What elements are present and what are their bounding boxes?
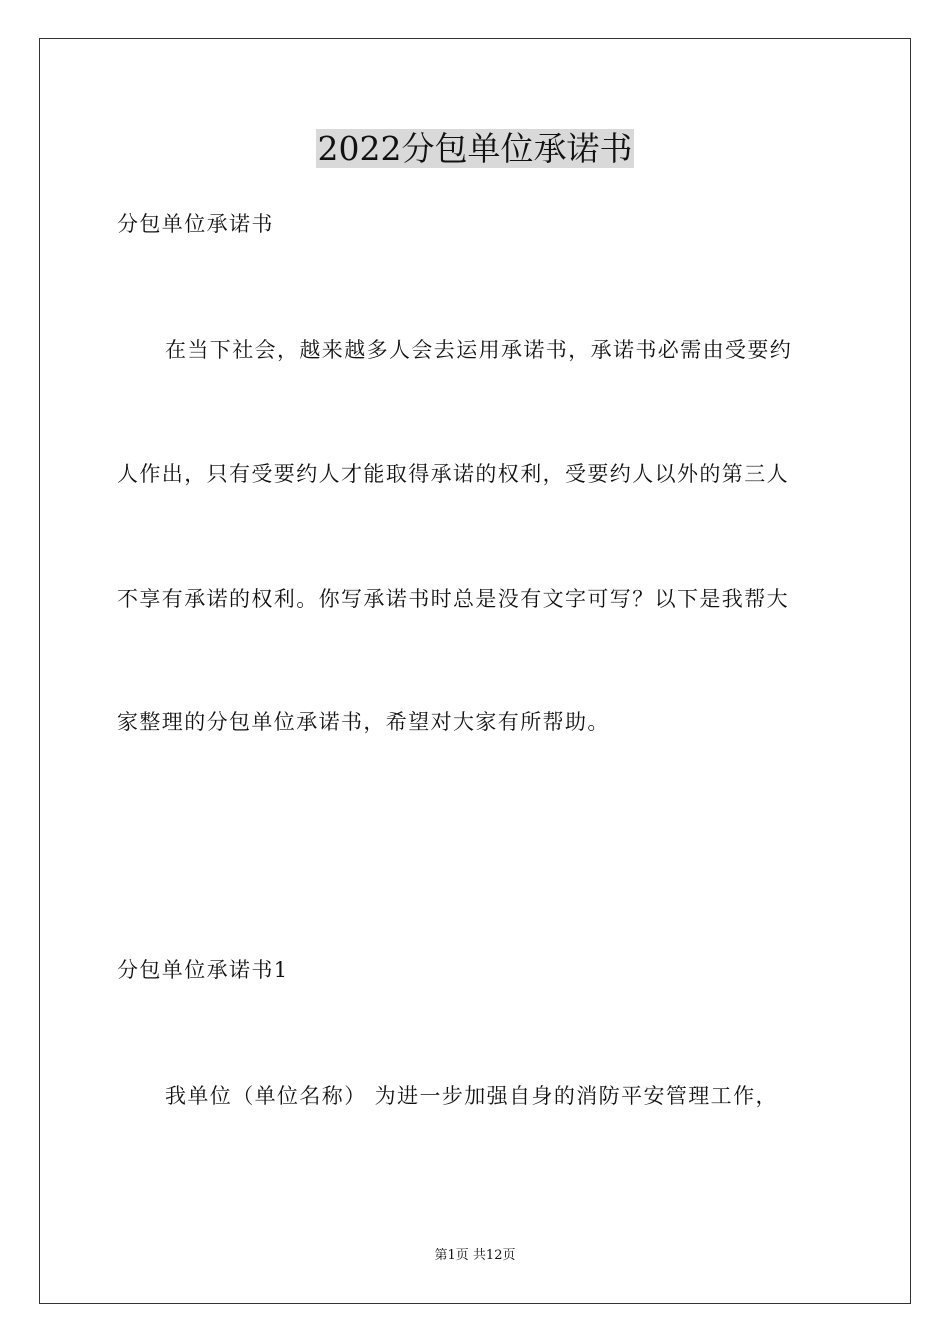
document-title-text: 2022分包单位承诺书 (317, 129, 633, 168)
document-subtitle: 分包单位承诺书 (117, 212, 274, 236)
section-heading: 分包单位承诺书1 (117, 958, 289, 982)
document-title (0, 128, 950, 170)
intro-line-2: 人作出，只有受要约人才能取得承诺的权利，受要约人以外的第三人 (117, 462, 789, 486)
intro-line-3: 不享有承诺的权利。你写承诺书时总是没有文字可写？以下是我帮大 (117, 587, 789, 611)
intro-line-1: 在当下社会，越来越多人会去运用承诺书，承诺书必需由受要约 (165, 338, 793, 362)
page-footer: 第1页 共12页 (434, 1248, 516, 1263)
intro-line-4: 家整理的分包单位承诺书，希望对大家有所帮助。 (117, 710, 610, 734)
section-paragraph-line-1: 我单位（单位名称） 为进一步加强自身的消防平安管理工作， (165, 1084, 778, 1108)
